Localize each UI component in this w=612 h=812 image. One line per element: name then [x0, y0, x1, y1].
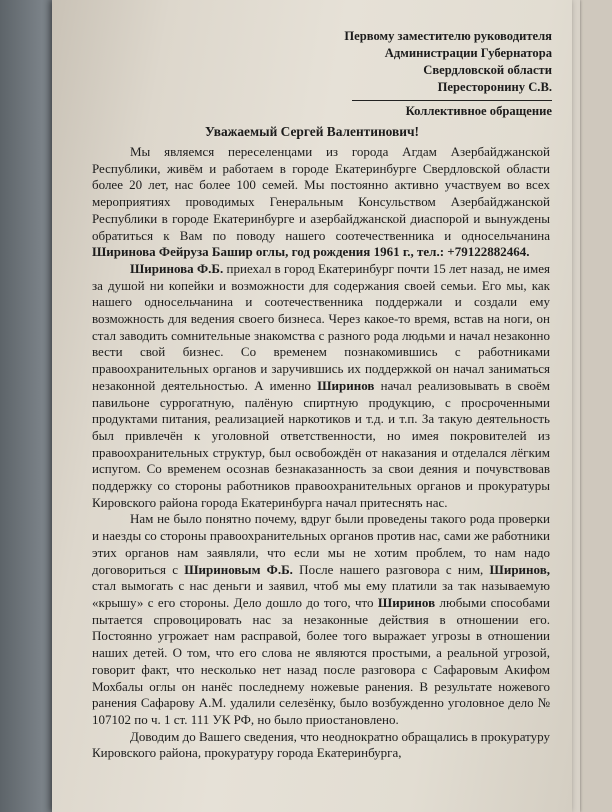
- paragraph-text: начал реализовывать в своём павильоне суррогатную, палёную спиртную продукцию, с просроченными продуктами питания, реализацией наркотиков и т.д. и т.п. За такую деятельность был привлечён к уголовной ответственности, но имея покровителей из правоохранительных структур, был освобождён от наказания и отделался лёгким испугом. Со временем осознав безнаказанность за свои деяния и почувствовав поддержку со стороны работников правоохранительных органов и прокуратуры Кировского района города Екатеринбурга начал притеснять нас.: [92, 377, 550, 510]
- paragraph-text: Мы являемся переселенцами из города Агдам Азербайджанской Республики, живём и работаем в городе Екатеринбурге Свердловской области более 20 лет, нас более 100 семей. Мы постоянно активно участвуем во всех мероприятиях проводимых Генеральным Консульством Азербайджанской Республики в городе Екатеринбурге и азербайджанской диаспорой и вынуждены обратиться к Вам по поводу нашего соотечественника и односельчанина: [92, 144, 550, 243]
- paragraph-2: [92, 261, 550, 512]
- addressee-line: Администрации Губернатора: [384, 46, 552, 60]
- salutation: Уважаемый Сергей Валентинович!: [204, 124, 420, 139]
- paragraph-4: Доводим до Вашего сведения, что неоднократно обращались в прокуратуру Кировского района, прокуратуру города Екатеринбурга,: [92, 728, 550, 761]
- paragraph-text: После нашего разговора с ним,: [292, 561, 490, 577]
- paragraph-text: Нам не было понятно почему, вдруг были проведены такого рода проверки и наезды со стороны правоохранительных органов против нас, сами же работники этих органов нам заявляли, что если мы не хотим проблем, то нам надо договориться с: [92, 511, 550, 577]
- person-name: Ширинов: [317, 377, 375, 393]
- person-name: Ширинов,: [489, 561, 550, 577]
- person-name: Ширинова Ф.Б.: [130, 260, 224, 276]
- person-name: Шириновым Ф.Б.: [184, 561, 293, 577]
- person-name: Ширинов: [377, 594, 436, 610]
- person-name: Ширинова Фейруза Башир оглы, год рождения 1961 г., тел.: +79122882464.: [92, 244, 530, 260]
- letter-page: [52, 0, 572, 812]
- addressee-line: Пересторонину С.В.: [437, 80, 552, 94]
- paragraph-text: приехал в город Екатеринбург почти 15 лет назад, не имея за душой ни копейки и возможности для содержания своей семьи. Его мы, как нашего односельчанина и соотечественника поддержали и создали ему возможность для ведения своего бизнеса. Через какое-то время, встав на ноги, он стал заводить сомнительные знакомства с разного рода людьми и начал незаконно вести свой бизнес. Со временем познакомившись с работниками правоохранительных органов и заручившись их поддержкой он начал заниматься незаконной деятельностью. А именно: [92, 260, 550, 393]
- divider: [352, 100, 552, 101]
- paragraph-text: любыми способами пытается спровоцировать нас за незаконные действия в отношении его. Постоянно угрожает нам расправой, более того выражает угрозы в отношении наших детей. О том, что его слова не являются простыми, а реальной угрозой, говорит факт, что несколько нет назад после разговора с Сафаровым Акифом Мохбалы оглы он нанёс последнему ножевые ранения. В результате ножевого ранения Сафарову А.М. удалили селезёнку, было возбужденно уголовное дело № 107102 по ч. 1 ст. 111 УК РФ, но было приостановлено.: [92, 594, 550, 727]
- paragraph-1: [92, 144, 550, 261]
- addressee-line: Первому заместителю руководителя: [344, 29, 552, 43]
- document-type: Коллективное обращение: [405, 104, 552, 118]
- addressee-block: [292, 28, 552, 96]
- addressee-line: Свердловской области: [423, 63, 552, 77]
- paragraph-3: [92, 511, 550, 728]
- letter-body: [92, 144, 550, 762]
- paragraph-text: стал вымогать с нас деньги и заявил, чтоб мы ему платили за так называемую «крышу» с его стороны. Дело дошло до того, что: [92, 578, 550, 610]
